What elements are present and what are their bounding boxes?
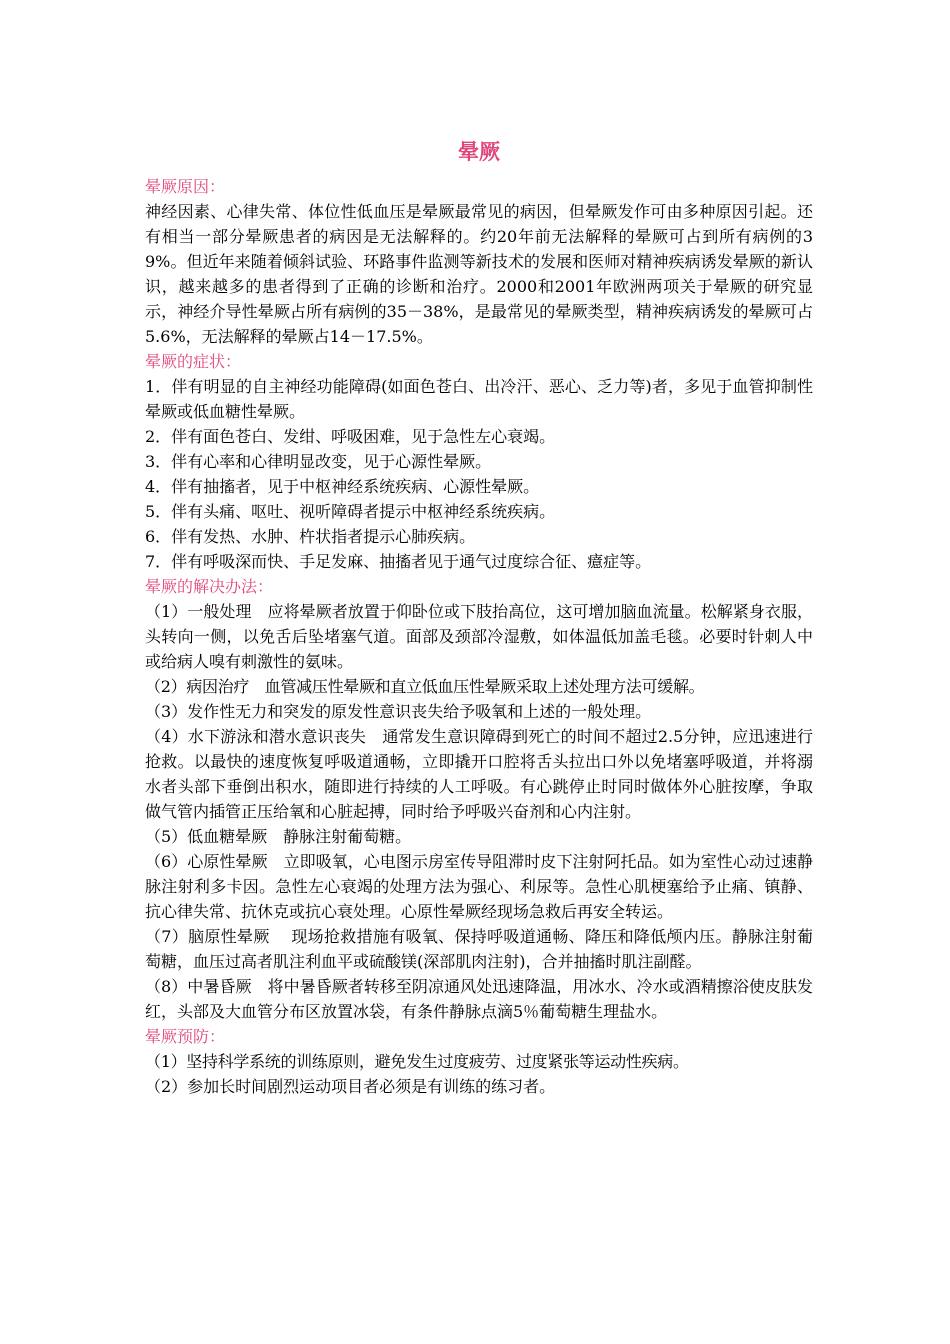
- solution-item-1: （1）一般处理 应将晕厥者放置于仰卧位或下肢抬高位，这可增加脑血流量。松解紧身衣服，头转向一侧，以免舌后坠堵塞气道。面部及颈部冷湿敷，如体温低加盖毛毯。必要时针刺人中或给病人嗅有刺激性的氨味。: [145, 602, 813, 671]
- cause-paragraph: 神经因素、心律失常、体位性低血压是晕厥最常见的病因，但晕厥发作可由多种原因引起。还有相当一部分晕厥患者的病因是无法解释的。约20年前无法解释的晕厥可占到所有病例的39%。但近年来随着倾斜试验、环路事件监测等新技术的发展和医师对精神疾病诱发晕厥的新认识，越来越多的患者得到了正确的诊断和治疗。2000和2001年欧洲两项关于晕厥的研究显示，神经介导性晕厥占所有病例的35－38%，是最常见的晕厥类型，精神疾病诱发的晕厥可占5.6%，无法解释的晕厥占14－17.5%。: [145, 202, 813, 346]
- solution-item-7: （7）脑原性晕厥 现场抢救措施有吸氧、保持呼吸道通畅、降压和降低颅内压。静脉注射葡萄糖，血压过高者肌注利血平或硫酸镁(深部肌肉注射)，合并抽搐时肌注副醛。: [145, 927, 813, 971]
- prevention-item-1: （1）坚持科学系统的训练原则，避免发生过度疲劳、过度紧张等运动性疾病。: [145, 1052, 689, 1071]
- symptom-item-7: 7．伴有呼吸深而快、手足发麻、抽搐者见于通气过度综合征、癔症等。: [145, 552, 652, 571]
- document-title: 晕厥: [458, 139, 500, 164]
- symptom-item-4: 4．伴有抽搐者，见于中枢神经系统疾病、心源性晕厥。: [145, 477, 540, 496]
- solution-item-6: （6）心原性晕厥 立即吸氧，心电图示房室传导阻滞时皮下注射阿托品。如为室性心动过速静脉注射利多卡因。急性左心衰竭的处理方法为强心、利尿等。急性心肌梗塞给予止痛、镇静、抗心律失常、抗休克或抗心衰处理。心原性晕厥经现场急救后再安全转运。: [145, 852, 813, 921]
- symptom-item-2: 2．伴有面色苍白、发绀、呼吸困难，见于急性左心衰竭。: [145, 427, 556, 446]
- prevention-heading: 晕厥预防：: [145, 1027, 226, 1046]
- solution-item-3: （3）发作性无力和突发的原发性意识丧失给予吸氧和上述的一般处理。: [145, 702, 652, 721]
- solution-item-4: （4）水下游泳和潜水意识丧失 通常发生意识障碍到死亡的时间不超过2.5分钟，应迅速进行抢救。以最快的速度恢复呼吸道通畅，立即撬开口腔将舌头拉出口外以免堵塞呼吸道，并将溺水者头部下垂倒出积水，随即进行持续的人工呼吸。有心跳停止时同时做体外心脏按摩，争取做气管内插管正压给氧和心脏起搏，同时给予呼吸兴奋剂和心内注射。: [145, 727, 813, 821]
- solution-item-8: （8）中暑昏厥 将中暑昏厥者转移至阴凉通风处迅速降温，用冰水、冷水或酒精擦浴使皮肤发红，头部及大血管分布区放置冰袋，有条件静脉点滴5％葡萄糖生理盐水。: [145, 977, 813, 1021]
- symptom-item-5: 5．伴有头痛、呕吐、视听障碍者提示中枢神经系统疾病。: [145, 502, 556, 521]
- cause-heading: 晕厥原因：: [145, 177, 226, 196]
- prevention-item-2: （2）参加长时间剧烈运动项目者必须是有训练的练习者。: [145, 1077, 556, 1096]
- symptom-item-6: 6．伴有发热、水肿、杵状指者提示心肺疾病。: [145, 527, 476, 546]
- solution-item-2: （2）病因治疗 血管减压性晕厥和直立低血压性晕厥采取上述处理方法可缓解。: [145, 677, 705, 696]
- document-page: [145, 138, 813, 1099]
- solutions-heading: 晕厥的解决办法：: [145, 577, 274, 596]
- solution-item-5: （5）低血糖晕厥 静脉注射葡萄糖。: [145, 827, 412, 846]
- symptom-item-3: 3．伴有心率和心律明显改变，见于心源性晕厥。: [145, 452, 492, 471]
- symptom-item-1: 1．伴有明显的自主神经功能障碍(如面色苍白、出冷汗、恶心、乏力等)者，多见于血管抑制性晕厥或低血糖性晕厥。: [145, 377, 813, 421]
- symptoms-heading: 晕厥的症状：: [145, 352, 242, 371]
